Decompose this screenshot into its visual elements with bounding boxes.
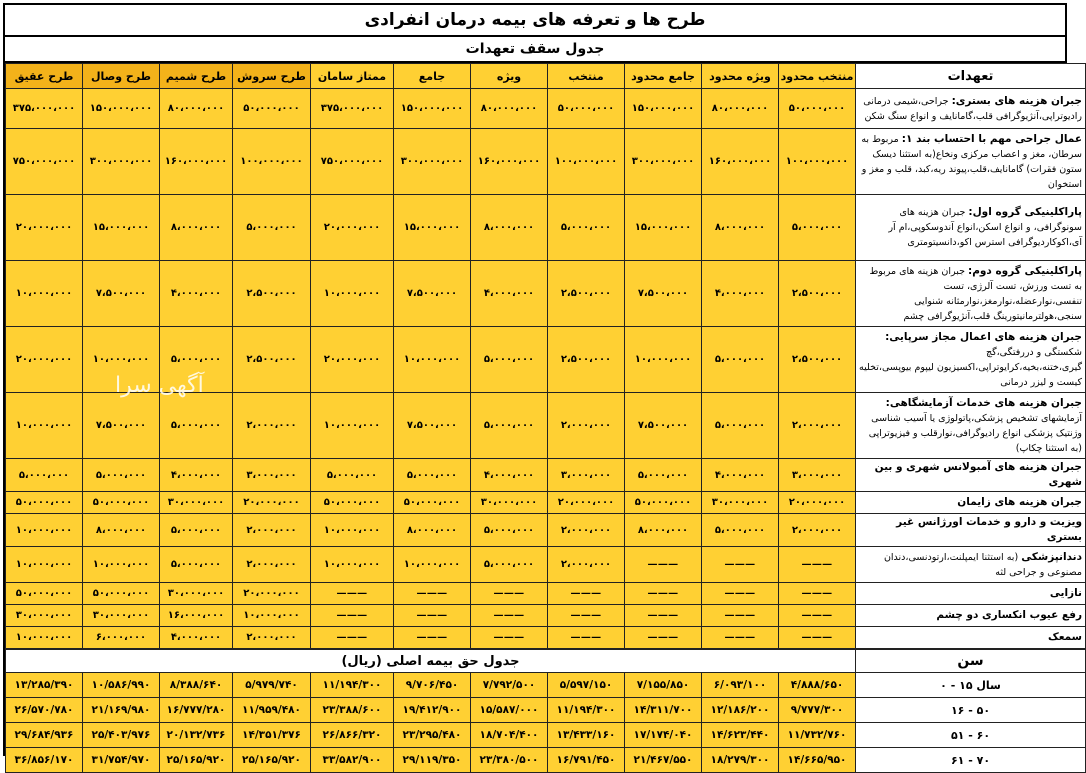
coverage-detail: آزمایشهای تشخیص پزشکی،پاتولوژی یا آسیب شناسی وژنتیک پزشکی انواع رادیوگرافی،نوارقلب و فیزیوتراپی (به استثنا چکاپ)	[868, 412, 1082, 454]
coverage-value: ———	[311, 605, 394, 627]
premium-value: ۴/۸۸۸/۶۵۰	[779, 673, 856, 698]
premium-value: ۱۴/۳۱۱/۷۰۰	[625, 698, 702, 723]
coverage-value: ۲،۵۰۰،۰۰۰	[548, 261, 625, 327]
column-header: ممتاز سامان	[311, 64, 394, 89]
row-header-label: تعهدات	[856, 64, 1086, 89]
coverage-value: ———	[779, 547, 856, 583]
coverage-value: ۵۰،۰۰۰،۰۰۰	[625, 492, 702, 514]
coverage-value: ۱۰،۰۰۰،۰۰۰	[6, 393, 83, 459]
coverage-value: ۵،۰۰۰،۰۰۰	[471, 327, 548, 393]
premium-value: ۹/۷۷۷/۳۰۰	[779, 698, 856, 723]
table-row	[6, 605, 1086, 627]
coverage-value: ———	[548, 583, 625, 605]
coverage-value: ۸،۰۰۰،۰۰۰	[160, 195, 233, 261]
coverage-value: ۲،۰۰۰،۰۰۰	[548, 514, 625, 547]
coverage-value: ۵،۰۰۰،۰۰۰	[471, 514, 548, 547]
coverage-value: ۱۰،۰۰۰،۰۰۰	[311, 547, 394, 583]
premium-value: ۱۶/۷۷۷/۲۸۰	[160, 698, 233, 723]
coverage-value: ۱۶۰،۰۰۰،۰۰۰	[702, 129, 779, 195]
coverage-value: ۵،۰۰۰،۰۰۰	[311, 459, 394, 492]
coverage-value: ۵،۰۰۰،۰۰۰	[394, 459, 471, 492]
coverage-description	[856, 261, 1086, 327]
table-row	[6, 89, 1086, 129]
coverage-value: ۱۰،۰۰۰،۰۰۰	[83, 547, 160, 583]
coverage-value: ۲۰،۰۰۰،۰۰۰	[311, 327, 394, 393]
coverage-value: ۲،۰۰۰،۰۰۰	[233, 627, 311, 649]
premium-value: ۱۱/۹۵۹/۴۸۰	[233, 698, 311, 723]
age-range: ۵۰ - ۱۶	[856, 698, 1086, 723]
premium-row	[6, 748, 1086, 773]
coverage-value: ۵،۰۰۰،۰۰۰	[702, 393, 779, 459]
coverage-table-title: جدول سقف تعهدات	[5, 37, 1065, 63]
coverage-detail: (به استثنا ایمپلنت،ارتودنسی،دندان مصنوعی و جراحی لثه	[883, 551, 1082, 578]
coverage-value: ۵،۰۰۰،۰۰۰	[702, 514, 779, 547]
table-row	[6, 627, 1086, 649]
premium-value: ۲۳/۳۸۰/۵۰۰	[471, 748, 548, 773]
coverage-value: ۲۰،۰۰۰،۰۰۰	[548, 492, 625, 514]
coverage-value: ۷۵۰،۰۰۰،۰۰۰	[311, 129, 394, 195]
premium-value: ۲۳/۲۹۵/۴۸۰	[394, 723, 471, 748]
coverage-value: ۲،۰۰۰،۰۰۰	[548, 393, 625, 459]
coverage-value: ۷،۵۰۰،۰۰۰	[625, 393, 702, 459]
premium-value: ۲۱/۴۶۷/۵۵۰	[625, 748, 702, 773]
coverage-value: ———	[779, 583, 856, 605]
premium-row	[6, 723, 1086, 748]
column-header: منتخب محدود	[779, 64, 856, 89]
coverage-detail: جبران هزینه های مربوط به تست ورزش، تست آلرژی، تست تنفسی،نوارعضله،نوارمغز،نوارمثانه شنوایی سنجی،هولترمانیتورینگ قلب،آنژیوگرافی چشم	[869, 265, 1082, 322]
coverage-value: ۳۰۰،۰۰۰،۰۰۰	[83, 129, 160, 195]
coverage-description	[856, 547, 1086, 583]
coverage-value: ۳۰،۰۰۰،۰۰۰	[83, 605, 160, 627]
coverage-value: ۸،۰۰۰،۰۰۰	[625, 514, 702, 547]
coverage-value: ۵،۰۰۰،۰۰۰	[471, 393, 548, 459]
coverage-title: جبران هزینه های زایمان	[957, 496, 1082, 508]
coverage-title: عمال جراحی مهم با احتساب بند ۱:	[901, 132, 1082, 145]
coverage-value: ۱۰،۰۰۰،۰۰۰	[6, 261, 83, 327]
coverage-value: ۵،۰۰۰،۰۰۰	[83, 459, 160, 492]
coverage-description	[856, 393, 1086, 459]
coverage-title: سمعک	[1047, 631, 1082, 643]
coverage-value: ۳۰،۰۰۰،۰۰۰	[6, 605, 83, 627]
coverage-value: ۸،۰۰۰،۰۰۰	[83, 514, 160, 547]
premium-value: ۶/۰۹۳/۱۰۰	[702, 673, 779, 698]
coverage-value: ۵۰،۰۰۰،۰۰۰	[394, 492, 471, 514]
coverage-description	[856, 514, 1086, 547]
coverage-value: ۲۰،۰۰۰،۰۰۰	[233, 583, 311, 605]
coverage-value: ۴،۰۰۰،۰۰۰	[160, 261, 233, 327]
column-header: طرح سروش	[233, 64, 311, 89]
coverage-value: ۲،۵۰۰،۰۰۰	[233, 327, 311, 393]
coverage-value: ———	[625, 583, 702, 605]
coverage-value: ۳۰،۰۰۰،۰۰۰	[702, 492, 779, 514]
coverage-value: ۴،۰۰۰،۰۰۰	[471, 459, 548, 492]
coverage-value: ———	[625, 627, 702, 649]
coverage-title: رفع عیوب انکساری دو چشم	[936, 609, 1082, 621]
coverage-value: ۲۰،۰۰۰،۰۰۰	[233, 492, 311, 514]
table-row	[6, 393, 1086, 459]
premium-value: ۱۸/۲۷۹/۳۰۰	[702, 748, 779, 773]
coverage-value: ۸۰،۰۰۰،۰۰۰	[471, 89, 548, 129]
coverage-header-row	[6, 64, 1086, 89]
coverage-description	[856, 605, 1086, 627]
coverage-value: ۱۰،۰۰۰،۰۰۰	[394, 327, 471, 393]
coverage-value: ۲۰،۰۰۰،۰۰۰	[6, 327, 83, 393]
coverage-value: ۲۰،۰۰۰،۰۰۰	[779, 492, 856, 514]
coverage-value: ۵،۰۰۰،۰۰۰	[6, 459, 83, 492]
coverage-value: ۸،۰۰۰،۰۰۰	[471, 195, 548, 261]
coverage-description	[856, 129, 1086, 195]
table-row	[6, 492, 1086, 514]
coverage-value: ۱۵،۰۰۰،۰۰۰	[83, 195, 160, 261]
premium-value: ۲۳/۳۸۸/۶۰۰	[311, 698, 394, 723]
premium-value: ۳۳/۵۸۲/۹۰۰	[311, 748, 394, 773]
coverage-title: جبران هزینه های اعمال مجاز سرپایی:	[885, 330, 1082, 343]
coverage-value: ۱۰،۰۰۰،۰۰۰	[6, 627, 83, 649]
coverage-value: ۱۰۰،۰۰۰،۰۰۰	[548, 129, 625, 195]
premium-value: ۷/۱۵۵/۸۵۰	[625, 673, 702, 698]
coverage-value: ۱۵۰،۰۰۰،۰۰۰	[625, 89, 702, 129]
premium-value: ۱۱/۱۹۴/۳۰۰	[548, 698, 625, 723]
coverage-value: ۵۰،۰۰۰،۰۰۰	[779, 89, 856, 129]
coverage-value: ———	[625, 547, 702, 583]
premium-value: ۲۶/۵۷۰/۷۸۰	[6, 698, 83, 723]
coverage-value: ۶،۰۰۰،۰۰۰	[83, 627, 160, 649]
coverage-detail: جراحی،شیمی درمانی رادیوتراپی،آنژیوگرافی قلب،گامانایف و انواع سنگ شکن	[863, 95, 1082, 122]
premium-row	[6, 698, 1086, 723]
coverage-value: ۴،۰۰۰،۰۰۰	[702, 459, 779, 492]
coverage-value: ———	[702, 605, 779, 627]
coverage-value: ۸،۰۰۰،۰۰۰	[702, 195, 779, 261]
coverage-value: ۲،۰۰۰،۰۰۰	[233, 514, 311, 547]
age-range: ۷۰ - ۶۱	[856, 748, 1086, 773]
premium-value: ۱۴/۳۵۱/۳۷۶	[233, 723, 311, 748]
coverage-value: ۲،۰۰۰،۰۰۰	[548, 547, 625, 583]
table-row	[6, 547, 1086, 583]
coverage-value: ۲،۵۰۰،۰۰۰	[233, 261, 311, 327]
coverage-value: ———	[548, 605, 625, 627]
coverage-value: ۱۵۰،۰۰۰،۰۰۰	[394, 89, 471, 129]
premium-table-title: جدول حق بیمه اصلی (ریال)	[6, 650, 856, 673]
coverage-value: ۳،۰۰۰،۰۰۰	[779, 459, 856, 492]
coverage-value: ۵،۰۰۰،۰۰۰	[160, 547, 233, 583]
coverage-value: ———	[471, 627, 548, 649]
coverage-value: ۲،۰۰۰،۰۰۰	[779, 393, 856, 459]
premium-value: ۱۷/۱۷۴/۰۴۰	[625, 723, 702, 748]
watermark: آگهی سرا	[115, 373, 204, 398]
coverage-value: ۷،۵۰۰،۰۰۰	[625, 261, 702, 327]
column-header: طرح عقیق	[6, 64, 83, 89]
coverage-value: ۲،۵۰۰،۰۰۰	[548, 327, 625, 393]
coverage-title: جبران هزینه های آمبولانس شهری و بین شهری	[874, 461, 1082, 488]
premium-value: ۱۴/۶۶۵/۹۵۰	[779, 748, 856, 773]
coverage-detail: شکستگی و دررفتگی،گچ گیری،ختنه،بخیه،کرایوتراپی،اکسیزیون لیپوم بیوپسی،تخلیه کیست و لیزر درمانی	[859, 346, 1082, 388]
coverage-value: ۵،۰۰۰،۰۰۰	[702, 327, 779, 393]
coverage-title: جبران هزینه های بستری:	[951, 94, 1082, 107]
coverage-detail: جبران هزینه های سونوگرافی، و انواع اسکن،انواع آندوسکوپی،ام آر آی،اکوکاردیوگرافی استرس اکو،دانسیتومتری	[888, 207, 1082, 248]
page-title: طرح ها و تعرفه های بیمه درمان انفرادی	[5, 5, 1065, 37]
premium-row	[6, 673, 1086, 698]
coverage-value: ۸،۰۰۰،۰۰۰	[394, 514, 471, 547]
coverage-value: ۱۰۰،۰۰۰،۰۰۰	[233, 129, 311, 195]
premium-value: ۱۹/۴۱۲/۹۰۰	[394, 698, 471, 723]
coverage-value: ۱۰،۰۰۰،۰۰۰	[311, 393, 394, 459]
premium-value: ۸/۳۸۸/۶۴۰	[160, 673, 233, 698]
coverage-description	[856, 459, 1086, 492]
coverage-value: ۳۷۵،۰۰۰،۰۰۰	[311, 89, 394, 129]
coverage-value: ۷،۵۰۰،۰۰۰	[83, 261, 160, 327]
coverage-value: ———	[311, 583, 394, 605]
coverage-value: ۱۰،۰۰۰،۰۰۰	[6, 547, 83, 583]
age-range: سال ۱۵ - ۰	[856, 673, 1086, 698]
coverage-value: ۱۰،۰۰۰،۰۰۰	[233, 605, 311, 627]
coverage-value: ۱۵،۰۰۰،۰۰۰	[394, 195, 471, 261]
coverage-value: ۱۶،۰۰۰،۰۰۰	[160, 605, 233, 627]
coverage-value: ۱۰۰،۰۰۰،۰۰۰	[779, 129, 856, 195]
coverage-description	[856, 195, 1086, 261]
coverage-value: ۳۷۵،۰۰۰،۰۰۰	[6, 89, 83, 129]
coverage-value: ———	[394, 627, 471, 649]
age-range: ۶۰ - ۵۱	[856, 723, 1086, 748]
coverage-value: ۳،۰۰۰،۰۰۰	[548, 459, 625, 492]
coverage-value: ۵۰،۰۰۰،۰۰۰	[6, 492, 83, 514]
coverage-detail: مربوط به سرطان، مغز و اعصاب مرکزی ونخاع(به استثنا دیسک ستون فقرات) گامانایف،قلب،پیوند ریه،کبد، قلب و مغز و استخوان	[861, 133, 1082, 190]
insurance-sheet	[3, 3, 1082, 767]
coverage-value: ۱۰،۰۰۰،۰۰۰	[311, 514, 394, 547]
coverage-value: ۲،۵۰۰،۰۰۰	[779, 327, 856, 393]
coverage-value: ۴،۰۰۰،۰۰۰	[471, 261, 548, 327]
coverage-title: جبران هزینه های خدمات آزمایشگاهی:	[885, 396, 1082, 409]
coverage-value: ۵۰،۰۰۰،۰۰۰	[548, 89, 625, 129]
premium-value: ۷/۷۹۲/۵۰۰	[471, 673, 548, 698]
coverage-value: ۵،۰۰۰،۰۰۰	[233, 195, 311, 261]
coverage-value: ۵،۰۰۰،۰۰۰	[779, 195, 856, 261]
coverage-value: ۸۰،۰۰۰،۰۰۰	[702, 89, 779, 129]
column-header: طرح وصال	[83, 64, 160, 89]
coverage-value: ۷۵۰،۰۰۰،۰۰۰	[6, 129, 83, 195]
premium-value: ۵/۹۷۹/۷۴۰	[233, 673, 311, 698]
coverage-value: ۱۶۰،۰۰۰،۰۰۰	[471, 129, 548, 195]
premium-title-row	[6, 650, 1086, 673]
table-row	[6, 129, 1086, 195]
coverage-value: ———	[394, 605, 471, 627]
coverage-title: پاراکلینیکی گروه اول:	[968, 206, 1082, 218]
coverage-value: ۵۰،۰۰۰،۰۰۰	[311, 492, 394, 514]
coverage-value: ۳۰،۰۰۰،۰۰۰	[471, 492, 548, 514]
premium-value: ۱۳/۴۳۳/۱۶۰	[548, 723, 625, 748]
coverage-value: ———	[471, 583, 548, 605]
coverage-value: ۵۰،۰۰۰،۰۰۰	[6, 583, 83, 605]
coverage-value: ۵۰،۰۰۰،۰۰۰	[233, 89, 311, 129]
premium-value: ۱۴/۶۲۳/۴۴۰	[702, 723, 779, 748]
coverage-value: ۵۰،۰۰۰،۰۰۰	[83, 583, 160, 605]
premium-value: ۲۹/۱۱۹/۳۵۰	[394, 748, 471, 773]
coverage-value: ———	[394, 583, 471, 605]
coverage-value: ۱۵۰،۰۰۰،۰۰۰	[83, 89, 160, 129]
column-header: ویژه	[471, 64, 548, 89]
coverage-value: ۷،۵۰۰،۰۰۰	[394, 261, 471, 327]
premium-value: ۱۸/۷۰۴/۴۰۰	[471, 723, 548, 748]
coverage-value: ۴،۰۰۰،۰۰۰	[702, 261, 779, 327]
coverage-description	[856, 627, 1086, 649]
column-header: ویژه محدود	[702, 64, 779, 89]
table-row	[6, 459, 1086, 492]
coverage-value: ———	[311, 627, 394, 649]
coverage-value: ۲،۵۰۰،۰۰۰	[779, 261, 856, 327]
table-row	[6, 327, 1086, 393]
coverage-value: ۲۰،۰۰۰،۰۰۰	[6, 195, 83, 261]
premium-value: ۲۵/۴۰۳/۹۷۶	[83, 723, 160, 748]
coverage-description	[856, 327, 1086, 393]
premium-value: ۱۳/۲۸۵/۳۹۰	[6, 673, 83, 698]
coverage-value: ۵،۰۰۰،۰۰۰	[548, 195, 625, 261]
coverage-value: ۱۰،۰۰۰،۰۰۰	[625, 327, 702, 393]
coverage-title: دندانپزشکی	[1021, 550, 1082, 563]
premium-value: ۱۲/۱۸۶/۲۰۰	[702, 698, 779, 723]
premium-value: ۱۵/۵۸۷/۰۰۰	[471, 698, 548, 723]
premium-value: ۱۱/۷۳۲/۷۶۰	[779, 723, 856, 748]
premium-value: ۹/۷۰۶/۴۵۰	[394, 673, 471, 698]
premium-value: ۱۱/۱۹۴/۳۰۰	[311, 673, 394, 698]
premium-value: ۱۰/۵۸۶/۹۹۰	[83, 673, 160, 698]
column-header: جامع	[394, 64, 471, 89]
coverage-value: ۱۰،۰۰۰،۰۰۰	[83, 327, 160, 393]
coverage-title: پاراکلینیکی گروه دوم:	[968, 264, 1082, 277]
coverage-value: ۱۰،۰۰۰،۰۰۰	[311, 261, 394, 327]
coverage-title: ویزیت و دارو و خدمات اورژانس غیر بستری	[896, 516, 1082, 543]
coverage-value: ۲،۰۰۰،۰۰۰	[233, 393, 311, 459]
coverage-value: ۵،۰۰۰،۰۰۰	[160, 327, 233, 393]
coverage-value: ۵،۰۰۰،۰۰۰	[625, 459, 702, 492]
premium-value: ۳۱/۷۵۴/۹۷۰	[83, 748, 160, 773]
coverage-value: ۲۰،۰۰۰،۰۰۰	[311, 195, 394, 261]
premium-table	[5, 649, 1086, 773]
coverage-value: ۷،۵۰۰،۰۰۰	[394, 393, 471, 459]
premium-value: ۲۹/۶۸۴/۹۳۶	[6, 723, 83, 748]
premium-value: ۲۶/۸۶۶/۳۲۰	[311, 723, 394, 748]
coverage-value: ۳۰۰،۰۰۰،۰۰۰	[394, 129, 471, 195]
coverage-value: ۲،۰۰۰،۰۰۰	[233, 547, 311, 583]
coverage-value: ۲،۰۰۰،۰۰۰	[779, 514, 856, 547]
coverage-value: ———	[779, 605, 856, 627]
premium-value: ۲۵/۱۶۵/۹۲۰	[160, 748, 233, 773]
coverage-value: ۳،۰۰۰،۰۰۰	[233, 459, 311, 492]
coverage-title: نازایی	[1049, 587, 1082, 599]
coverage-value: ———	[702, 547, 779, 583]
coverage-value: ———	[702, 627, 779, 649]
premium-value: ۲۱/۱۶۹/۹۸۰	[83, 698, 160, 723]
column-header: منتخب	[548, 64, 625, 89]
premium-value: ۱۶/۷۹۱/۴۵۰	[548, 748, 625, 773]
coverage-value: ۱۶۰،۰۰۰،۰۰۰	[160, 129, 233, 195]
age-header: سن	[856, 650, 1086, 673]
coverage-value: ———	[625, 605, 702, 627]
coverage-value: ۱۵،۰۰۰،۰۰۰	[625, 195, 702, 261]
coverage-value: ۸۰،۰۰۰،۰۰۰	[160, 89, 233, 129]
coverage-value: ۷،۵۰۰،۰۰۰	[83, 393, 160, 459]
table-row	[6, 195, 1086, 261]
coverage-value: ۳۰،۰۰۰،۰۰۰	[160, 492, 233, 514]
coverage-value: ۵۰،۰۰۰،۰۰۰	[83, 492, 160, 514]
coverage-value: ۱۰،۰۰۰،۰۰۰	[6, 514, 83, 547]
premium-value: ۵/۵۹۷/۱۵۰	[548, 673, 625, 698]
column-header: جامع محدود	[625, 64, 702, 89]
coverage-value: ۱۰،۰۰۰،۰۰۰	[394, 547, 471, 583]
column-header: طرح شمیم	[160, 64, 233, 89]
coverage-description	[856, 583, 1086, 605]
coverage-value: ۳۰،۰۰۰،۰۰۰	[160, 583, 233, 605]
coverage-table	[5, 63, 1086, 649]
table-row	[6, 583, 1086, 605]
coverage-value: ۴،۰۰۰،۰۰۰	[160, 627, 233, 649]
coverage-value: ———	[702, 583, 779, 605]
coverage-value: ۴،۰۰۰،۰۰۰	[160, 459, 233, 492]
premium-value: ۳۶/۸۵۶/۱۷۰	[6, 748, 83, 773]
table-row	[6, 261, 1086, 327]
coverage-value: ———	[471, 605, 548, 627]
coverage-value: ———	[548, 627, 625, 649]
coverage-value: ۵،۰۰۰،۰۰۰	[471, 547, 548, 583]
coverage-value: ۵،۰۰۰،۰۰۰	[160, 514, 233, 547]
premium-value: ۲۰/۱۳۲/۷۳۶	[160, 723, 233, 748]
coverage-value: ۵،۰۰۰،۰۰۰	[160, 393, 233, 459]
coverage-description	[856, 492, 1086, 514]
table-row	[6, 514, 1086, 547]
premium-value: ۲۵/۱۶۵/۹۲۰	[233, 748, 311, 773]
coverage-description	[856, 89, 1086, 129]
coverage-value: ———	[779, 627, 856, 649]
coverage-value: ۳۰۰،۰۰۰،۰۰۰	[625, 129, 702, 195]
